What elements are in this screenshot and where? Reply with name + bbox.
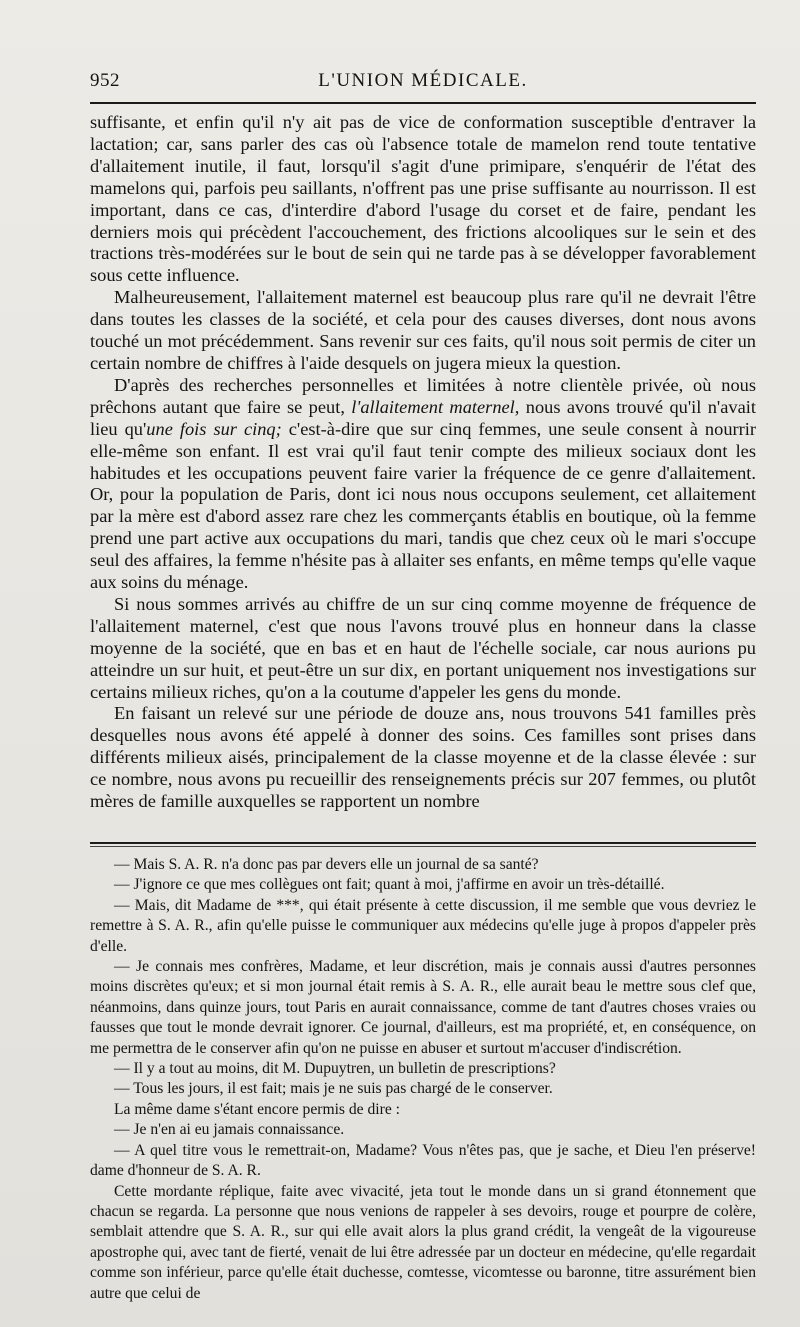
footnote-rule <box>90 842 756 844</box>
footnote-line: La même dame s'étant encore permis de dire : <box>114 1100 400 1118</box>
header-rule <box>90 102 756 104</box>
footnote-line: — Il y a tout au moins, dit M. Dupuytren, un bulletin de prescriptions? <box>114 1060 556 1078</box>
footnote-line: — Mais S. A. R. n'a donc pas par devers elle un journal de sa santé? <box>114 856 539 873</box>
paragraph <box>90 375 756 594</box>
italic-phrase: l'allaitement maternel <box>351 396 515 417</box>
running-title: L'UNION MÉDICALE. <box>318 70 528 91</box>
paragraph-text: c'est-à-dire que sur cinq femmes, une seule consent à nourrir elle-même son enfant. Il est vrai qu'il faut tenir compte des milieux sociaux dont les habitudes et les occupations peuvent faire varier la fréquence de ce genre d'allaitement. Or, pour la population de Paris, dont ici nous nous occupons seulement, cet allaitement par la mère est d'abord assez rare chez les commerçants établis en boutique, où la femme prend une part active aux occupations du mari, tandis que chez ceux où le mari s'occupe seul des affaires, la femme n'hésite pas à allaiter ses enfants, en même temps qu'elle vaque aux soins du ménage. <box>90 418 756 593</box>
paragraph-text: D'après des recherches personnelles et limitées à notre clientèle privée, où nous prêchons autant que faire se peut, <box>90 374 756 417</box>
paragraph-text: , nous avons trouvé qu'il n'avait lieu qu' <box>90 396 756 439</box>
footnote-line: — A quel titre vous le remettrait-on, Madame? Vous n'êtes pas, que je sache, et Dieu l'en préserve! dame d'honneur de S. A. R. <box>90 1141 756 1180</box>
footnote-line: — Mais, dit Madame de ***, qui était présente à cette discussion, il me semble que vous devriez le remettre à S. A. R., afin qu'elle puisse le communiquer aux médecins qu'elle juge à propos d'appeler près d'elle. <box>90 896 756 955</box>
italic-phrase: une fois sur cinq; <box>146 418 282 439</box>
main-text <box>90 112 756 813</box>
paragraph: En faisant un relevé sur une période de douze ans, nous trouvons 541 familles près desquelles nous avons été appelé à donner des soins. Ces familles sont prises dans différents milieux aisés, principalement de la classe moyenne et de la classe élevée : sur ce nombre, nous avons pu recueillir des renseignements précis sur 207 femmes, ou plutôt mères de famille auxquelles se rapportent un nombre <box>90 703 756 812</box>
footnote-rule-thin <box>90 846 756 847</box>
running-header <box>90 64 756 92</box>
footnotes <box>90 855 756 1304</box>
paragraph <box>90 287 756 375</box>
footnote-line: — Je connais mes confrères, Madame, et leur discrétion, mais je connais aussi d'autres personnes moins discrètes qu'eux; et si mon journal était remis à S. A. R., elle aurait beau le mettre sous clef que, néanmoins, dans quinze jours, tout Paris en aurait connaissance, comme de tant d'autres choses vraies ou fausses que tout le monde devrait ignorer. Ce journal, d'ailleurs, est ma propriété, et, en conséquence, on me permettra de le conserver afin qu'on ne puisse en abuser et surtout m'accuser d'indiscrétion. <box>90 958 756 1057</box>
paragraph: suffisante, et enfin qu'il n'y ait pas de vice de conformation susceptible d'entraver la lactation; car, sans parler des cas où l'absence totale de mamelon rend toute tentative d'allaitement inutile, il faut, lorsqu'il s'agit d'une primipare, s'enquérir de l'état des mamelons qui, parfois peu saillants, n'offrent pas une prise suffisante au nourrisson. Il est important, dans ce cas, d'interdire d'abord l'usage du corset et de faire, pendant les derniers mois qui précèdent l'accouchement, des frictions alcooliques sur le sein et des tractions très-modérées sur le bout de sein qui ne tarde pas à se développer favorablement sous cette influence. <box>90 112 756 286</box>
footnote-line: Cette mordante réplique, faite avec vivacité, jeta tout le monde dans un si grand étonnement que chacun se regarda. La personne que nous venions de rappeler à ses devoirs, rouge et pourpre de colère, semblait attendre que S. A. R., sur qui elle avait alors la plus grand crédit, la vengeât de la vigoureuse apostrophe qui, avec tant de fierté, venait de lui être adressée par un docteur en médecine, qu'elle regardait comme son inférieur, parce qu'elle était duchesse, comtesse, vicomtesse ou baronne, titre assurément bien autre que celui de <box>90 1182 756 1302</box>
page-number: 952 <box>90 70 120 91</box>
footnote-line: — Je n'en ai eu jamais connaissance. <box>114 1121 345 1139</box>
paragraph-text: Malheureusement, l'allaitement maternel est beaucoup plus rare qu'il ne devrait l'être dans toutes les classes de la société, et cela pour des causes diverses, dont nous avons touché un mot précédemment. Sans revenir sur ces faits, qu'il nous soit permis de citer un certain nombre de chiffres à l'aide desquels on jugera mieux la question. <box>90 287 756 373</box>
footnote-line: — J'ignore ce que mes collègues ont fait; quant à moi, j'affirme en avoir un très-détaillé. <box>114 876 665 894</box>
paragraph: Si nous sommes arrivés au chiffre de un sur cinq comme moyenne de fréquence de l'allaitement maternel, c'est que nous l'avons trouvé plus en honneur dans la classe moyenne de la société, que en bas et en haut de l'échelle sociale, car nous aurions pu atteindre un sur huit, et peut-être un sur dix, en portant uniquement nos investigations sur certains milieux riches, qu'on a la coutume d'appeler les gens du monde. <box>90 593 756 702</box>
footnote-line: — Tous les jours, il est fait; mais je ne suis pas chargé de le conserver. <box>114 1080 553 1098</box>
